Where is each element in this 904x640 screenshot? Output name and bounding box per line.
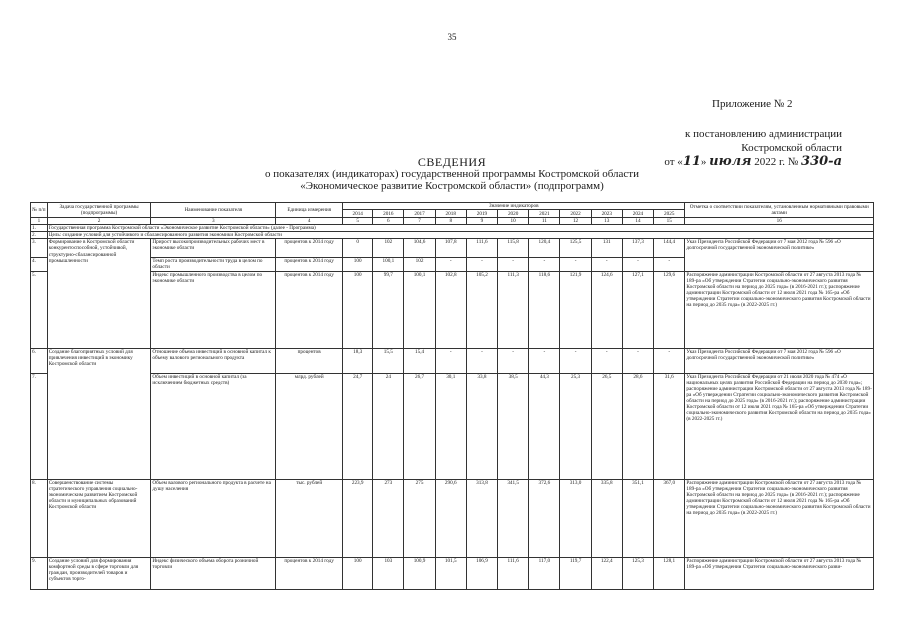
column-number: 5 [343, 218, 373, 225]
value-cell: 18,3 [343, 348, 373, 373]
value-cell: 33,8 [466, 373, 497, 479]
column-number: 2 [47, 218, 151, 225]
document-subtitle-1: о показателях (индикаторах) государственной программы Костромской области [265, 168, 639, 180]
column-number: 7 [404, 218, 435, 225]
page-number: 35 [447, 32, 457, 42]
document-title: СВЕДЕНИЯ [417, 155, 487, 169]
column-number: 15 [654, 218, 685, 225]
value-cell: 99,7 [373, 271, 404, 348]
column-number: 4 [276, 218, 343, 225]
row-number: 6. [31, 348, 48, 373]
row-number: 5. [31, 271, 48, 348]
value-cell: 106,9 [466, 557, 497, 589]
value-cell: 100,1 [404, 271, 435, 348]
header-unit: Единица измерения [276, 203, 343, 218]
task-cell: Создание условий для формирования комфортной среды в сфере торговли для граждан, производителей товаров и субъектов торго- [47, 557, 151, 589]
table-row [31, 348, 874, 373]
value-cell: 115,8 [498, 239, 529, 258]
header-year: 2017 [404, 210, 435, 218]
task-cell: Формирование в Костромской области конкурентоспособной, устойчивой, структурно-сбалансированной промышленности [47, 239, 151, 348]
document-subtitle-2: «Экономическое развитие Костромской области» (подпрограмм) [300, 180, 604, 192]
table-row [31, 373, 874, 479]
value-cell: - [529, 348, 560, 373]
value-cell: 122,4 [591, 557, 622, 589]
row-number: 9. [31, 557, 48, 589]
value-cell: 290,6 [435, 479, 466, 557]
value-cell: 24 [373, 373, 404, 479]
value-cell: 0 [343, 239, 373, 258]
column-number: 10 [498, 218, 529, 225]
indicator-cell: Индекс физического объема оборота розничной торговли [151, 557, 276, 589]
value-cell: 313,0 [560, 479, 591, 557]
value-cell: - [560, 348, 591, 373]
value-cell: - [591, 258, 622, 271]
header-year: 2023 [591, 210, 622, 218]
indicator-cell: Темп роста производительности труда в целом по области [151, 258, 276, 271]
value-cell: 30,1 [435, 373, 466, 479]
table-row [31, 232, 874, 239]
decree-day: 11 [682, 154, 701, 169]
value-cell: 372,6 [529, 479, 560, 557]
row-number: 3. [31, 239, 48, 258]
value-cell: 100 [343, 258, 373, 271]
decree-number: 330-а [801, 154, 842, 169]
indicator-cell: Объем инвестиций в основной капитал (за исключением бюджетных средств) [151, 373, 276, 479]
header-num: № п/п [31, 203, 48, 218]
value-cell: - [498, 258, 529, 271]
value-cell: 118,6 [529, 271, 560, 348]
value-cell: - [466, 258, 497, 271]
value-cell: 121,9 [560, 271, 591, 348]
value-cell: 24,7 [343, 373, 373, 479]
value-cell: 107,8 [435, 239, 466, 258]
value-cell: 275 [404, 479, 435, 557]
header-year: 2024 [622, 210, 653, 218]
unit-cell: млрд. рублей [276, 373, 343, 479]
value-cell: 144,4 [654, 239, 685, 258]
row-number: 2. [31, 232, 48, 239]
row-number: 4. [31, 258, 48, 271]
unit-cell: процентов к 2014 году [276, 239, 343, 258]
value-cell: 125,5 [560, 239, 591, 258]
value-cell: 367,0 [654, 479, 685, 557]
value-cell: - [466, 348, 497, 373]
value-cell: 124,6 [591, 271, 622, 348]
value-cell: 31,6 [654, 373, 685, 479]
value-cell: 100 [343, 557, 373, 589]
unit-cell: процентов к 2014 году [276, 271, 343, 348]
value-cell: 313,8 [466, 479, 497, 557]
indicator-cell: Отношение объема инвестиций в основной капитал к объему валового регионального продукта [151, 348, 276, 373]
value-cell: 129,6 [654, 271, 685, 348]
value-cell: 26,5 [591, 373, 622, 479]
value-cell: - [435, 348, 466, 373]
column-number-row [31, 218, 874, 225]
value-cell: 104,6 [404, 239, 435, 258]
table-row [31, 239, 874, 258]
value-cell: 137,3 [622, 239, 653, 258]
program-title-row: Государственная программа Костромской области «Экономическое развитие Костромской области» (далее - Программа) [47, 225, 873, 232]
value-cell: 128,1 [654, 557, 685, 589]
table-row [31, 271, 874, 348]
value-cell: 351,1 [622, 479, 653, 557]
table-row [31, 479, 874, 557]
header-year: 2014 [343, 210, 373, 218]
document-heading [0, 156, 904, 192]
table-row [31, 557, 874, 589]
value-cell: 102 [404, 258, 435, 271]
value-cell: 28,6 [622, 373, 653, 479]
column-number: 6 [373, 218, 404, 225]
column-number: 16 [685, 218, 874, 225]
value-cell: - [529, 258, 560, 271]
note-cell: Распоряжение администрации Костромской области от 27 августа 2013 года № 189-ра «Об утверждении Стратегии социально-экономического развития Костромской области на период до 2025 года» (в 2016-2021 гг.); распоряжение администрации Костромской области от 12 июля 2021 года № 165-ра «Об утверждении Стратегии социально-экономического развития Костромской области на период до 2035 года» (в 2022-2025 гг.) [685, 479, 874, 557]
header-year: 2018 [435, 210, 466, 218]
column-number: 14 [622, 218, 653, 225]
value-cell: - [498, 348, 529, 373]
value-cell: - [622, 258, 653, 271]
task-cell: Совершенствование системы стратегического управления социально-экономическим развитием Костромской области и муниципальных образований Костромской области [47, 479, 151, 557]
value-cell: - [654, 348, 685, 373]
column-number: 8 [435, 218, 466, 225]
value-cell: 273 [373, 479, 404, 557]
decree-date-prefix: от « [664, 156, 683, 168]
header-year: 2021 [529, 210, 560, 218]
task-cell: Создание благоприятных условий для привлечения инвестиций в экономику Костромской области [47, 348, 151, 479]
indicators-table [30, 202, 874, 590]
value-cell: 111,6 [498, 557, 529, 589]
value-cell: 102,8 [435, 271, 466, 348]
header-year: 2016 [373, 210, 404, 218]
column-number: 3 [151, 218, 276, 225]
goal-row: Цель: создание условий для устойчивого и сбалансированного развития экономики Костромской области [47, 232, 873, 239]
note-cell: Распоряжение администрации Костромской области от 27 августа 2013 года № 189-ра «Об утверждении Стратегии социально-экономического разви- [685, 557, 874, 589]
value-cell: - [435, 258, 466, 271]
value-cell: - [622, 348, 653, 373]
value-cell: 100,1 [373, 258, 404, 271]
value-cell: 15,5 [373, 348, 404, 373]
note-cell: Распоряжение администрации Костромской области от 27 августа 2013 года № 189-ра «Об утверждении Стратегии социально-экономического развития Костромской области на период до 2025 года» (в 2016-2021 гг.); распоряжение администрации Костромской области от 12 июля 2021 года № 165-ра «Об утверждении Стратегии социально-экономического развития Костромской области на период до 2035 года» (в 2022-2025 гг.) [685, 271, 874, 348]
value-cell: 103 [373, 557, 404, 589]
header-indicator: Наименование показателя [151, 203, 276, 218]
note-cell: Указ Президента Российской Федерации от 21 июля 2020 года № 474 «О национальных целях развития Российской Федерации на период до 2030 года»; распоряжение администрации Костромской области от 27 августа 2013 года № 189-ра «Об утверждении Стратегии социально-экономического развития Костромской области на период до 2025 года» (в 2016-2021 гг.); распоряжение администрации Костромской области от 12 июля 2021 года № 165-ра «Об утверждении Стратегии социально-экономического развития Костромской области на период до 2035 года» (в 2022-2025 гг.) [685, 373, 874, 479]
value-cell: 125,3 [622, 557, 653, 589]
value-cell: 117,0 [529, 557, 560, 589]
header-year: 2019 [466, 210, 497, 218]
header-task: Задача государственной программы (подпрограммы) [47, 203, 151, 218]
value-cell: - [654, 258, 685, 271]
value-cell: 38,5 [498, 373, 529, 479]
value-cell: 335,8 [591, 479, 622, 557]
value-cell: 111,6 [466, 239, 497, 258]
header-year: 2025 [654, 210, 685, 218]
column-number: 9 [466, 218, 497, 225]
table-row [31, 225, 874, 232]
row-number: 1. [31, 225, 48, 232]
column-number: 13 [591, 218, 622, 225]
column-number: 11 [529, 218, 560, 225]
note-cell: Указ Президента Российской Федерации от 7 мая 2012 года № 596 «О долгосрочной государственной экономической политике» [685, 348, 874, 373]
decree-line-1: к постановлению администрации [685, 128, 842, 140]
header-year: 2020 [498, 210, 529, 218]
indicator-cell: Индекс промышленного производства в целом по экономике области [151, 271, 276, 348]
value-cell: 111,3 [498, 271, 529, 348]
value-cell: 15,4 [404, 348, 435, 373]
header-note: Отметка о соответствии показателям, установленным нормативными правовыми актами [685, 203, 874, 218]
indicator-cell: Прирост высокопроизводительных рабочих мест в экономике области [151, 239, 276, 258]
value-cell: 105,2 [466, 271, 497, 348]
note-cell: Указ Президента Российской Федерации от 7 мая 2012 года № 596 «О долгосрочной государственной экономической политике» [685, 239, 874, 271]
column-number: 1 [31, 218, 48, 225]
value-cell: 341,5 [498, 479, 529, 557]
value-cell: 25,3 [560, 373, 591, 479]
unit-cell: процентов к 2014 году [276, 557, 343, 589]
value-cell: 120,4 [529, 239, 560, 258]
value-cell: 223,9 [343, 479, 373, 557]
unit-cell: процентов [276, 348, 343, 373]
value-cell: - [560, 258, 591, 271]
value-cell: 100 [343, 271, 373, 348]
header-year: 2022 [560, 210, 591, 218]
decree-line-2: Костромской области [741, 142, 842, 154]
appendix-label: Приложение № 2 [712, 98, 793, 110]
value-cell: 44,3 [529, 373, 560, 479]
row-number: 7. [31, 373, 48, 479]
indicator-cell: Объем валового регионального продукта в расчете на душу населения [151, 479, 276, 557]
unit-cell: процентов к 2014 году [276, 258, 343, 271]
decree-year: 2022 г. № [754, 156, 799, 168]
value-cell: 119,7 [560, 557, 591, 589]
row-number: 8. [31, 479, 48, 557]
value-cell: 101,5 [435, 557, 466, 589]
unit-cell: тыс. рублей [276, 479, 343, 557]
decree-month: июля [709, 154, 752, 169]
header-values-group: Значение индикаторов [343, 203, 685, 210]
value-cell: 127,1 [622, 271, 653, 348]
value-cell: - [591, 348, 622, 373]
value-cell: 26,7 [404, 373, 435, 479]
value-cell: 102 [373, 239, 404, 258]
value-cell: 100,9 [404, 557, 435, 589]
decree-date-mid: » [700, 156, 707, 168]
column-number: 12 [560, 218, 591, 225]
value-cell: 131 [591, 239, 622, 258]
